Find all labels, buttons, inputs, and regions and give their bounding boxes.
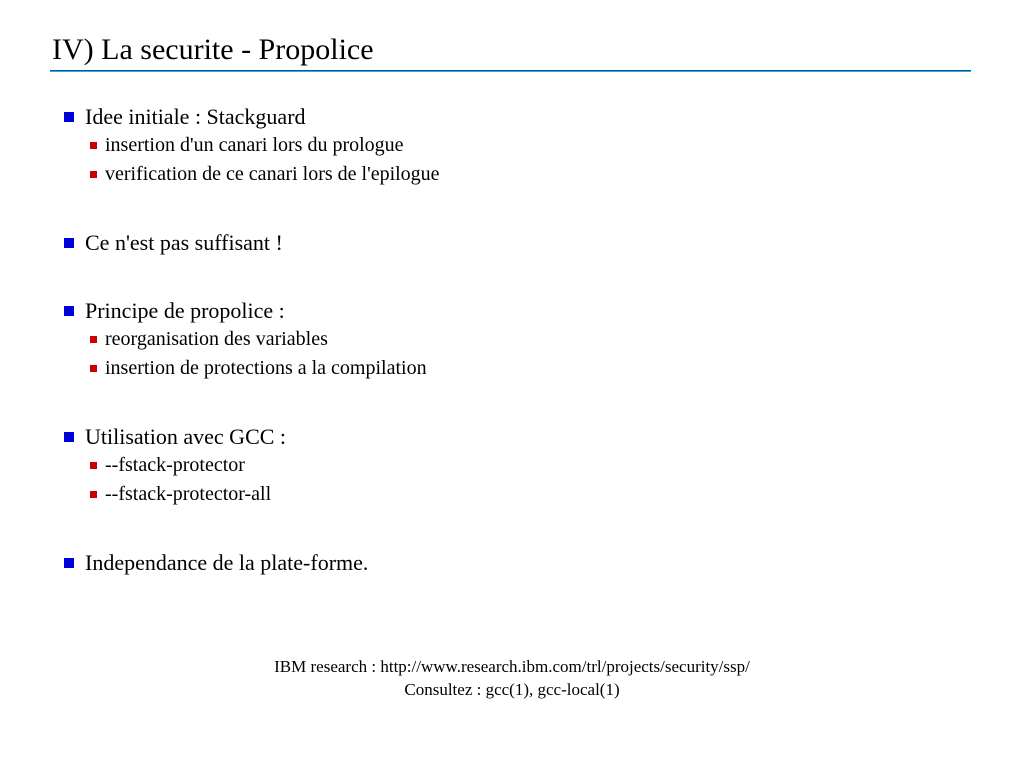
bullet-text: Independance de la plate-forme. xyxy=(85,549,369,575)
footer-ibm-research-line: IBM research : http://www.research.ibm.com/trl/projects/security/ssp/ xyxy=(274,657,750,676)
footer-consultez-line: Consultez : gcc(1), gcc-local(1) xyxy=(404,680,620,699)
bullet-text: Idee initiale : Stackguard xyxy=(85,103,306,129)
bullet-item xyxy=(64,228,440,257)
sub-bullet-text: verification de ce canari lors de l'epilogue xyxy=(105,163,440,185)
sub-bullet-square-icon xyxy=(90,365,97,372)
sub-bullet-text: --fstack-protector xyxy=(105,454,245,476)
sub-bullet-square-icon xyxy=(90,171,97,178)
sub-bullet-text: insertion de protections a la compilation xyxy=(105,357,427,379)
bullet-item xyxy=(64,102,440,131)
sub-bullet-item xyxy=(90,354,440,383)
sub-bullet-text: reorganisation des variables xyxy=(105,328,328,350)
bullet-item xyxy=(64,296,440,325)
sub-bullet-item xyxy=(90,451,440,480)
bullet-group-gcc xyxy=(64,422,440,509)
sub-bullet-item xyxy=(90,480,440,509)
sub-bullet-square-icon xyxy=(90,462,97,469)
bullet-item xyxy=(64,548,440,577)
bullet-square-icon xyxy=(64,238,74,248)
bullet-list xyxy=(64,102,440,616)
sub-bullet-item xyxy=(90,325,440,354)
sub-bullet-square-icon xyxy=(90,336,97,343)
bullet-group-independance xyxy=(64,548,440,577)
sub-bullet-item xyxy=(90,160,440,189)
title-underline-rule xyxy=(50,70,971,72)
sub-bullet-square-icon xyxy=(90,491,97,498)
bullet-square-icon xyxy=(64,306,74,316)
bullet-text: Principe de propolice : xyxy=(85,297,285,323)
sub-bullet-text: --fstack-protector-all xyxy=(105,483,272,505)
sub-bullet-square-icon xyxy=(90,142,97,149)
sub-bullet-item xyxy=(90,131,440,160)
bullet-square-icon xyxy=(64,558,74,568)
bullet-square-icon xyxy=(64,112,74,122)
bullet-square-icon xyxy=(64,432,74,442)
slide-title: IV) La securite - Propolice xyxy=(52,33,374,66)
sub-bullet-text: insertion d'un canari lors du prologue xyxy=(105,134,404,156)
bullet-group-suffisant xyxy=(64,228,440,257)
bullet-group-principe xyxy=(64,296,440,383)
bullet-item xyxy=(64,422,440,451)
bullet-text: Ce n'est pas suffisant ! xyxy=(85,229,283,255)
bullet-text: Utilisation avec GCC : xyxy=(85,423,287,449)
slide-footer xyxy=(0,655,1024,701)
bullet-group-stackguard xyxy=(64,102,440,189)
